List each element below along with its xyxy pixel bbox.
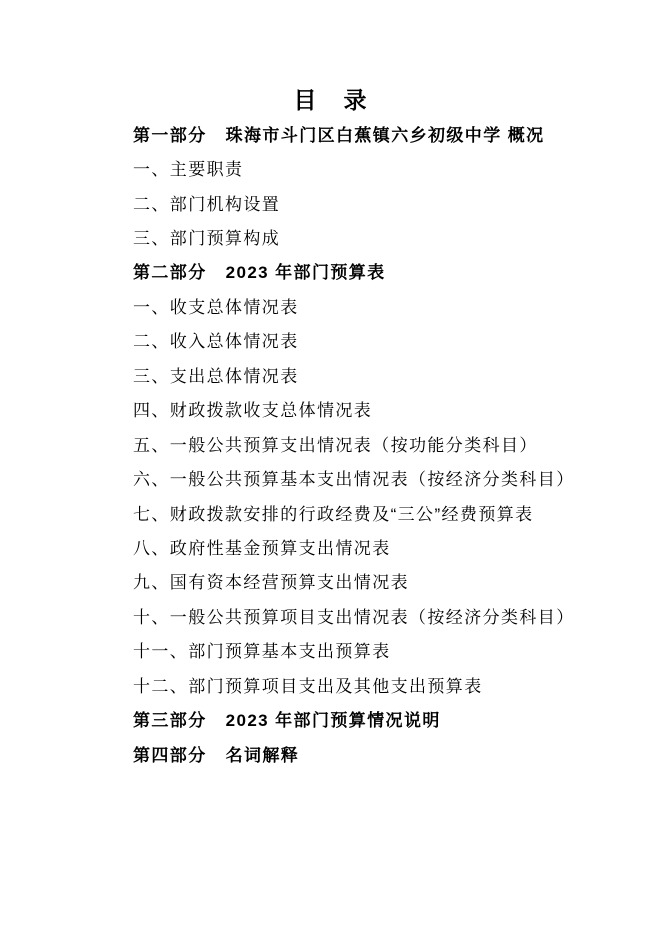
toc-item xyxy=(133,394,662,428)
toc-item-text: 四、财政拨款收支总体情况表 xyxy=(133,401,373,421)
toc-part-heading-2 xyxy=(133,256,662,290)
toc-item-text: 三、支出总体情况表 xyxy=(133,366,299,386)
toc-item xyxy=(133,359,662,393)
toc-item-text: 一、主要职责 xyxy=(133,160,244,180)
toc-item-text: 十、一般公共预算项目支出情况表（按经济分类科目） xyxy=(133,607,575,627)
part-label: 第一部分 xyxy=(133,125,207,145)
toc-item-text: 八、政府性基金预算支出情况表 xyxy=(133,538,391,558)
toc-part-heading-3 xyxy=(133,703,662,737)
toc-item xyxy=(133,669,662,703)
toc-item xyxy=(133,152,662,186)
part-label: 第四部分 xyxy=(133,745,207,765)
part-title: 2023 年部门预算表 xyxy=(225,263,386,283)
toc-item xyxy=(133,462,662,496)
toc-item-text: 六、一般公共预算基本支出情况表（按经济分类科目） xyxy=(133,470,575,490)
toc-item xyxy=(133,325,662,359)
toc-item-text: 二、部门机构设置 xyxy=(133,194,281,214)
toc-item xyxy=(133,290,662,324)
toc-item-text: 五、一般公共预算支出情况表（按功能分类科目） xyxy=(133,435,538,455)
part-title: 名词解释 xyxy=(225,745,300,765)
table-of-contents xyxy=(133,118,662,772)
toc-item-text: 九、国有资本经营预算支出情况表 xyxy=(133,573,409,593)
part-title: 珠海市斗门区白蕉镇六乡初级中学 概况 xyxy=(225,125,545,145)
toc-item-text: 三、部门预算构成 xyxy=(133,229,281,249)
toc-item xyxy=(133,497,662,531)
toc-part-heading-1 xyxy=(133,118,662,152)
part-label: 第二部分 xyxy=(133,263,207,283)
toc-item xyxy=(133,566,662,600)
toc-part-heading-4 xyxy=(133,738,662,772)
toc-item xyxy=(133,600,662,634)
toc-item-text: 七、财政拨款安排的行政经费及“三公”经费预算表 xyxy=(133,504,534,524)
part-title: 2023 年部门预算情况说明 xyxy=(225,711,441,731)
page-title: 目 录 xyxy=(293,87,369,113)
toc-item xyxy=(133,428,662,462)
part-label: 第三部分 xyxy=(133,711,207,731)
toc-item xyxy=(133,531,662,565)
toc-item-text: 一、收支总体情况表 xyxy=(133,297,299,317)
toc-item-text: 十一、部门预算基本支出预算表 xyxy=(133,642,391,662)
toc-item xyxy=(133,221,662,255)
toc-item-text: 二、收入总体情况表 xyxy=(133,332,299,352)
toc-item xyxy=(133,187,662,221)
toc-item xyxy=(133,635,662,669)
toc-item-text: 十二、部门预算项目支出及其他支出预算表 xyxy=(133,676,483,696)
